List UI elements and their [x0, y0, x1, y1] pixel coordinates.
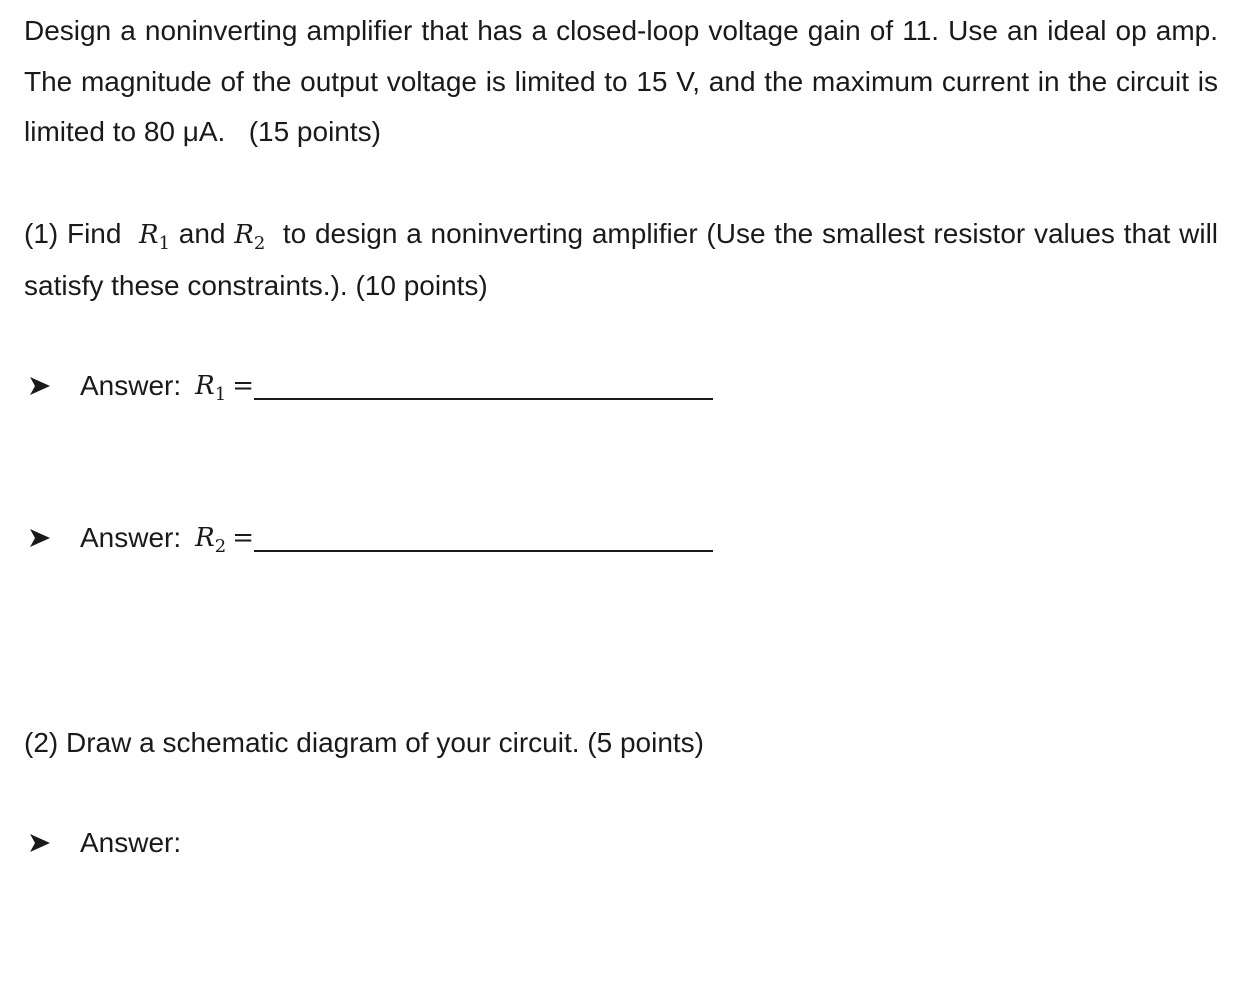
part2-prompt: (2) Draw a schematic diagram of your circuit. (5 points): [24, 727, 704, 758]
answer-schematic-label: Answer:: [80, 827, 182, 858]
answer-r2-symbol: $R_2$: [195, 523, 227, 557]
part2-question: [24, 718, 1218, 769]
answer-r1-label: Answer:: [80, 370, 182, 401]
part1-connector: and: [178, 218, 226, 249]
answer-r2-label: Answer:: [80, 522, 182, 553]
arrowhead-bullet-icon: [28, 831, 52, 855]
arrowhead-bullet-icon: [28, 374, 52, 398]
problem-points: (15 points): [248, 116, 381, 147]
answer-r2-row: [28, 518, 713, 558]
answer-r1-equals: =: [232, 371, 254, 401]
arrowhead-bullet-icon: [28, 526, 52, 550]
r1-symbol: $R_1$: [138, 220, 171, 254]
answer-r2-blank[interactable]: [254, 536, 713, 552]
answer-r1-symbol: $R_1$: [195, 371, 227, 405]
answer-r2-equals: =: [232, 523, 254, 553]
problem-statement: [24, 6, 1218, 158]
answer-schematic-row: [28, 823, 195, 863]
part1-suffix: to design a noninverting amplifier (Use the smallest resistor values that will satisfy these constraints.). (10 points): [24, 218, 1219, 301]
part1-question: [24, 209, 1218, 311]
part1-prefix: (1) Find: [24, 218, 122, 249]
problem-text: Design a noninverting amplifier that has a closed-loop voltage gain of 11. Use an ideal op amp. The magnitude of the output voltage is limited to 15 V, and the maximum current in the circuit is limited to 80 μA.: [24, 15, 1218, 147]
answer-r1-row: [28, 366, 713, 406]
r2-symbol: $R_2$: [234, 220, 266, 254]
answer-r1-blank[interactable]: [254, 384, 713, 400]
